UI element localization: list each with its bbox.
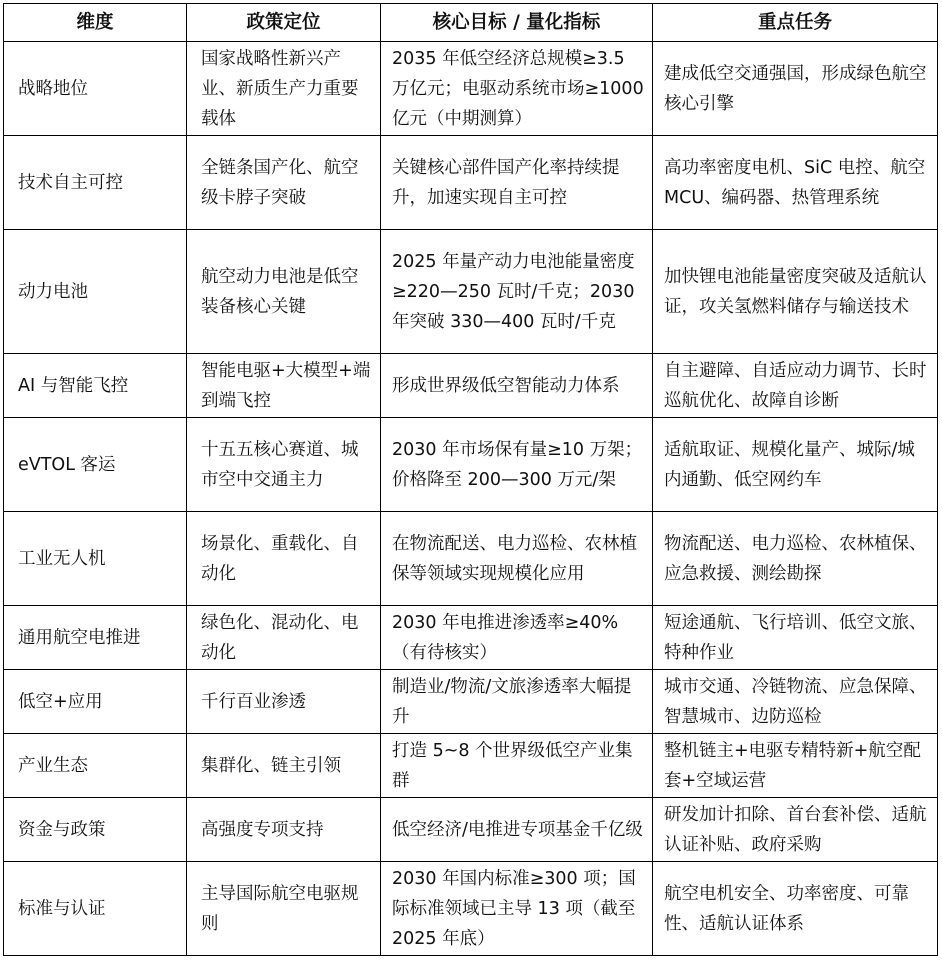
table-row bbox=[4, 42, 938, 136]
cell-positioning: 国家战略性新兴产业、新质生产力重要载体 bbox=[187, 42, 381, 136]
cell-positioning: 十五五核心赛道、城市空中交通主力 bbox=[187, 418, 381, 512]
cell-target: 在物流配送、电力巡检、农林植保等领域实现规模化应用 bbox=[381, 512, 653, 606]
cell-tasks: 加快锂电池能量密度突破及适航认证，攻关氢燃料储存与输送技术 bbox=[653, 230, 938, 354]
table-row bbox=[4, 230, 938, 354]
header-positioning: 政策定位 bbox=[187, 4, 381, 42]
cell-tasks: 物流配送、电力巡检、农林植保、应急救援、测绘勘探 bbox=[653, 512, 938, 606]
cell-dimension: 动力电池 bbox=[4, 230, 187, 354]
cell-tasks: 航空电机安全、功率密度、可靠性、适航认证体系 bbox=[653, 862, 938, 956]
header-row bbox=[4, 4, 938, 42]
cell-target: 制造业/物流/文旅渗透率大幅提升 bbox=[381, 670, 653, 734]
table-row bbox=[4, 136, 938, 230]
table-row bbox=[4, 354, 938, 418]
cell-positioning: 场景化、重载化、自动化 bbox=[187, 512, 381, 606]
cell-dimension: 标准与认证 bbox=[4, 862, 187, 956]
cell-positioning: 全链条国产化、航空级卡脖子突破 bbox=[187, 136, 381, 230]
cell-dimension: AI 与智能飞控 bbox=[4, 354, 187, 418]
cell-tasks: 研发加计扣除、首台套补偿、适航认证补贴、政府采购 bbox=[653, 798, 938, 862]
cell-positioning: 主导国际航空电驱规则 bbox=[187, 862, 381, 956]
cell-target: 打造 5~8 个世界级低空产业集群 bbox=[381, 734, 653, 798]
cell-target: 关键核心部件国产化率持续提升，加速实现自主可控 bbox=[381, 136, 653, 230]
cell-tasks: 城市交通、冷链物流、应急保障、智慧城市、边防巡检 bbox=[653, 670, 938, 734]
cell-dimension: 战略地位 bbox=[4, 42, 187, 136]
table-row bbox=[4, 798, 938, 862]
header-dimension: 维度 bbox=[4, 4, 187, 42]
cell-positioning: 智能电驱+大模型+端到端飞控 bbox=[187, 354, 381, 418]
header-target: 核心目标 / 量化指标 bbox=[381, 4, 653, 42]
cell-dimension: 通用航空电推进 bbox=[4, 606, 187, 670]
cell-dimension: 技术自主可控 bbox=[4, 136, 187, 230]
table-row bbox=[4, 606, 938, 670]
table-header bbox=[4, 4, 938, 42]
cell-positioning: 绿色化、混动化、电动化 bbox=[187, 606, 381, 670]
policy-table bbox=[3, 3, 938, 956]
table-body bbox=[4, 42, 938, 956]
cell-target: 2030 年国内标准≥300 项；国际标准领域已主导 13 项（截至 2025 年底） bbox=[381, 862, 653, 956]
table-row bbox=[4, 734, 938, 798]
cell-positioning: 集群化、链主引领 bbox=[187, 734, 381, 798]
cell-positioning: 高强度专项支持 bbox=[187, 798, 381, 862]
cell-tasks: 自主避障、自适应动力调节、长时巡航优化、故障自诊断 bbox=[653, 354, 938, 418]
table-row bbox=[4, 418, 938, 512]
cell-target: 形成世界级低空智能动力体系 bbox=[381, 354, 653, 418]
cell-tasks: 适航取证、规模化量产、城际/城内通勤、低空网约车 bbox=[653, 418, 938, 512]
cell-dimension: eVTOL 客运 bbox=[4, 418, 187, 512]
cell-positioning: 航空动力电池是低空装备核心关键 bbox=[187, 230, 381, 354]
cell-target: 2030 年电推进渗透率≥40%（有待核实） bbox=[381, 606, 653, 670]
table-row bbox=[4, 512, 938, 606]
cell-tasks: 短途通航、飞行培训、低空文旅、特种作业 bbox=[653, 606, 938, 670]
cell-tasks: 高功率密度电机、SiC 电控、航空 MCU、编码器、热管理系统 bbox=[653, 136, 938, 230]
table-row bbox=[4, 670, 938, 734]
cell-dimension: 工业无人机 bbox=[4, 512, 187, 606]
cell-dimension: 低空+应用 bbox=[4, 670, 187, 734]
cell-dimension: 资金与政策 bbox=[4, 798, 187, 862]
cell-target: 2030 年市场保有量≥10 万架；价格降至 200—300 万元/架 bbox=[381, 418, 653, 512]
header-tasks: 重点任务 bbox=[653, 4, 938, 42]
cell-positioning: 千行百业渗透 bbox=[187, 670, 381, 734]
cell-target: 2025 年量产动力电池能量密度≥220—250 瓦时/千克；2030 年突破 330—400 瓦时/千克 bbox=[381, 230, 653, 354]
cell-tasks: 建成低空交通强国，形成绿色航空核心引擎 bbox=[653, 42, 938, 136]
cell-target: 2035 年低空经济总规模≥3.5 万亿元；电驱动系统市场≥1000 亿元（中期测算） bbox=[381, 42, 653, 136]
cell-dimension: 产业生态 bbox=[4, 734, 187, 798]
table-row bbox=[4, 862, 938, 956]
cell-tasks: 整机链主+电驱专精特新+航空配套+空域运营 bbox=[653, 734, 938, 798]
cell-target: 低空经济/电推进专项基金千亿级 bbox=[381, 798, 653, 862]
